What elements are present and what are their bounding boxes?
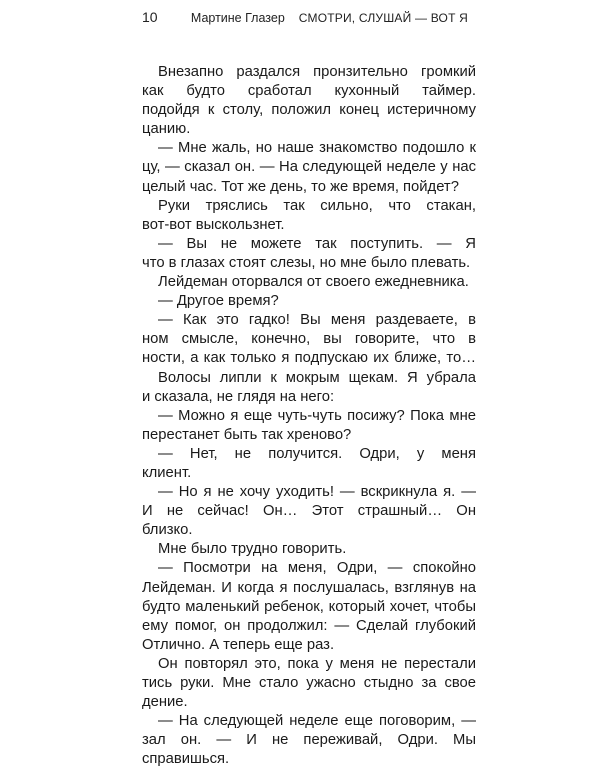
text-line: Отлично. А теперь еще раз. (142, 636, 335, 653)
text-line: перестанет быть так хреново? (142, 426, 352, 443)
text-line: Внезапно раздался пронзительно громкий (158, 64, 476, 80)
text-line: — На следующей неделе еще поговорим, — (158, 713, 476, 730)
text-line: подойдя к столу, положил конец истеричному (142, 102, 476, 119)
text-line: И не сейчас! Он… Этот страшный… Он (142, 503, 476, 520)
running-head-title: СМОТРИ, СЛУШАЙ — ВОТ Я (298, 11, 468, 25)
text-line: ном смысле, конечно, вы говорите, что в (142, 331, 476, 348)
text-line: вот-вот выскользнет. (142, 216, 285, 233)
text-line: ему помог, он продолжил: — Сделай глубокий (142, 617, 476, 634)
text-line: Волосы липли к мокрым щекам. Я убрала (158, 369, 476, 386)
text-line: целый час. Тот же день, то же время, пойдет? (142, 178, 459, 195)
page-number: 10 (142, 9, 158, 25)
text-line: дение. (142, 694, 188, 711)
text-line: цанию. (142, 121, 191, 138)
text-line: — Можно я еще чуть-чуть посижу? Пока мне (158, 407, 476, 424)
text-line: будто маленький ребенок, который хочет, чтобы (142, 598, 476, 615)
text-line: Он повторял это, пока у меня не перестали (158, 655, 476, 672)
text-line: зал он. — И не переживай, Одри. Мы (142, 732, 476, 749)
text-line: — Другое время? (158, 293, 279, 310)
text-line: Руки тряслись так сильно, что стакан, (158, 197, 476, 214)
body-text (142, 63, 476, 769)
text-line: и сказала, не глядя на него: (142, 388, 335, 405)
text-line: — Но я не хочу уходить! — вскрикнула я. — (158, 484, 476, 501)
text-line: справишься. (142, 751, 230, 768)
text-line: как будто сработал кухонный таймер. (142, 83, 476, 100)
running-head-author: Мартине Глазер (190, 11, 285, 25)
running-head (191, 10, 468, 26)
text-line: Лейдеман. И когда я послушалась, взглянув на (142, 579, 476, 596)
text-line: — Посмотри на меня, Одри, — спокойно (158, 560, 476, 577)
text-line: тись руки. Мне стало ужасно стыдно за свое (142, 675, 476, 691)
text-line: Мне было трудно говорить. (158, 541, 347, 558)
text-line: цу, — сказал он. — На следующей неделе у нас (142, 159, 476, 176)
text-line: клиент. (142, 464, 192, 481)
text-line: Лейдеман оторвался от своего ежедневника. (158, 274, 469, 291)
text-line: — Мне жаль, но наше знакомство подошло к (158, 140, 476, 157)
text-line: — Как это гадко! Вы меня раздеваете, в (158, 312, 476, 329)
text-line: — Вы не можете так поступить. — Я (158, 235, 476, 252)
text-line: близко. (142, 522, 193, 539)
text-line: ности, а как только я подпускаю их ближе, то… (142, 350, 476, 367)
text-line: что в глазах стоят слезы, но мне было плевать. (142, 254, 471, 271)
text-line: — Нет, не получится. Одри, у меня (158, 445, 476, 462)
